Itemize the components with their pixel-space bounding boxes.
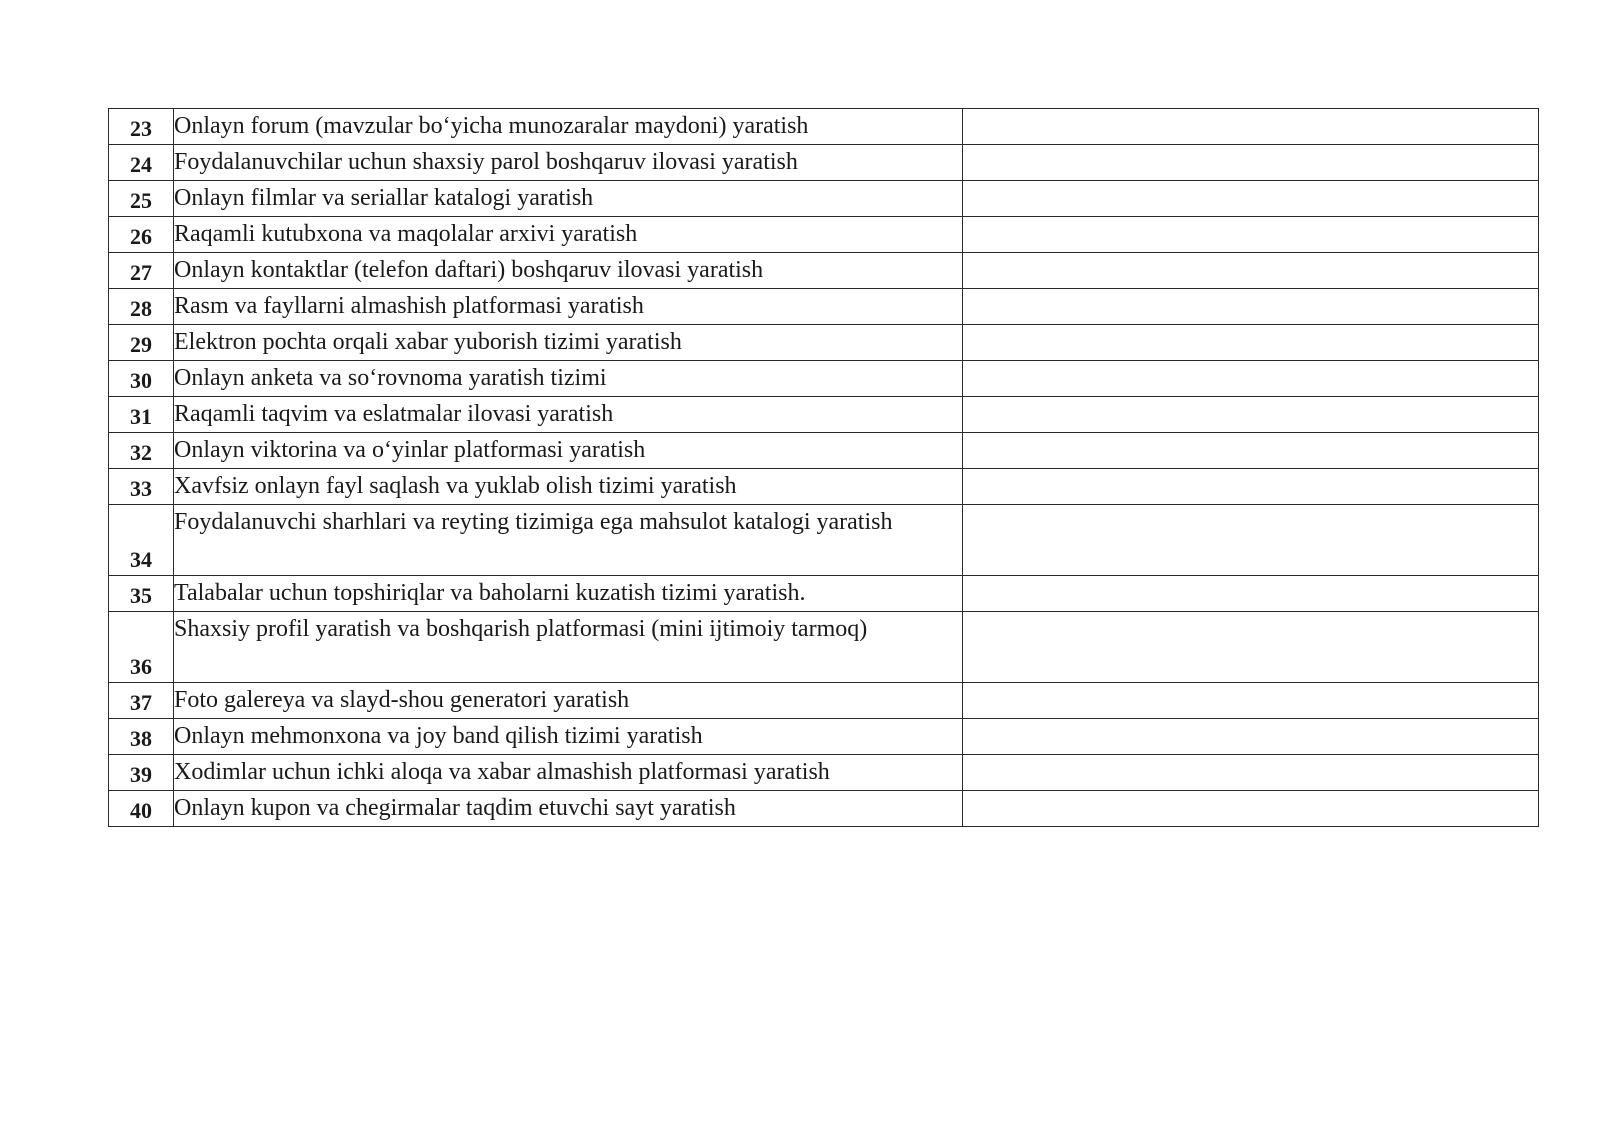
empty-cell (963, 433, 1539, 469)
topic-title: Onlayn kupon va chegirmalar taqdim etuvchi sayt yaratish (174, 791, 963, 827)
table-row (109, 217, 1539, 253)
table-row (109, 289, 1539, 325)
table-row (109, 433, 1539, 469)
row-number: 33 (109, 469, 174, 505)
table-row (109, 505, 1539, 576)
row-number: 40 (109, 791, 174, 827)
table-row (109, 253, 1539, 289)
topic-title: Raqamli kutubxona va maqolalar arxivi yaratish (174, 217, 963, 253)
row-number: 27 (109, 253, 174, 289)
empty-cell (963, 325, 1539, 361)
row-number: 35 (109, 576, 174, 612)
row-number: 37 (109, 683, 174, 719)
table-row (109, 145, 1539, 181)
empty-cell (963, 505, 1539, 576)
topic-title: Foydalanuvchi sharhlari va reyting tizimiga ega mahsulot katalogi yaratish (174, 505, 963, 576)
empty-cell (963, 612, 1539, 683)
table-row (109, 719, 1539, 755)
topics-table (108, 108, 1539, 827)
topic-title: Xodimlar uchun ichki aloqa va xabar almashish platformasi yaratish (174, 755, 963, 791)
empty-cell (963, 755, 1539, 791)
row-number: 31 (109, 397, 174, 433)
table-row (109, 576, 1539, 612)
empty-cell (963, 397, 1539, 433)
topic-title: Shaxsiy profil yaratish va boshqarish platformasi (mini ijtimoiy tarmoq) (174, 612, 963, 683)
topic-title: Elektron pochta orqali xabar yuborish tizimi yaratish (174, 325, 963, 361)
row-number: 30 (109, 361, 174, 397)
row-number: 38 (109, 719, 174, 755)
empty-cell (963, 253, 1539, 289)
row-number: 32 (109, 433, 174, 469)
topic-title: Onlayn anketa va so‘rovnoma yaratish tizimi (174, 361, 963, 397)
empty-cell (963, 469, 1539, 505)
table-row (109, 181, 1539, 217)
empty-cell (963, 145, 1539, 181)
row-number: 28 (109, 289, 174, 325)
empty-cell (963, 683, 1539, 719)
row-number: 34 (109, 505, 174, 576)
table-row (109, 469, 1539, 505)
table-row (109, 791, 1539, 827)
row-number: 29 (109, 325, 174, 361)
empty-cell (963, 109, 1539, 145)
row-number: 24 (109, 145, 174, 181)
table-row (109, 612, 1539, 683)
empty-cell (963, 791, 1539, 827)
topic-title: Xavfsiz onlayn fayl saqlash va yuklab olish tizimi yaratish (174, 469, 963, 505)
table-row (109, 397, 1539, 433)
row-number: 36 (109, 612, 174, 683)
table-row (109, 109, 1539, 145)
topic-title: Onlayn mehmonxona va joy band qilish tizimi yaratish (174, 719, 963, 755)
table-row (109, 325, 1539, 361)
topic-title: Foydalanuvchilar uchun shaxsiy parol boshqaruv ilovasi yaratish (174, 145, 963, 181)
topic-title: Onlayn forum (mavzular bo‘yicha munozaralar maydoni) yaratish (174, 109, 963, 145)
topic-title: Onlayn kontaktlar (telefon daftari) boshqaruv ilovasi yaratish (174, 253, 963, 289)
empty-cell (963, 289, 1539, 325)
topic-title: Raqamli taqvim va eslatmalar ilovasi yaratish (174, 397, 963, 433)
row-number: 23 (109, 109, 174, 145)
empty-cell (963, 361, 1539, 397)
empty-cell (963, 719, 1539, 755)
topic-title: Onlayn filmlar va seriallar katalogi yaratish (174, 181, 963, 217)
table-row (109, 361, 1539, 397)
table-row (109, 755, 1539, 791)
table-row (109, 683, 1539, 719)
empty-cell (963, 181, 1539, 217)
topic-title: Rasm va fayllarni almashish platformasi yaratish (174, 289, 963, 325)
row-number: 26 (109, 217, 174, 253)
topic-title: Onlayn viktorina va o‘yinlar platformasi yaratish (174, 433, 963, 469)
empty-cell (963, 576, 1539, 612)
empty-cell (963, 217, 1539, 253)
row-number: 25 (109, 181, 174, 217)
topic-title: Foto galereya va slayd-shou generatori yaratish (174, 683, 963, 719)
row-number: 39 (109, 755, 174, 791)
topic-title: Talabalar uchun topshiriqlar va baholarni kuzatish tizimi yaratish. (174, 576, 963, 612)
